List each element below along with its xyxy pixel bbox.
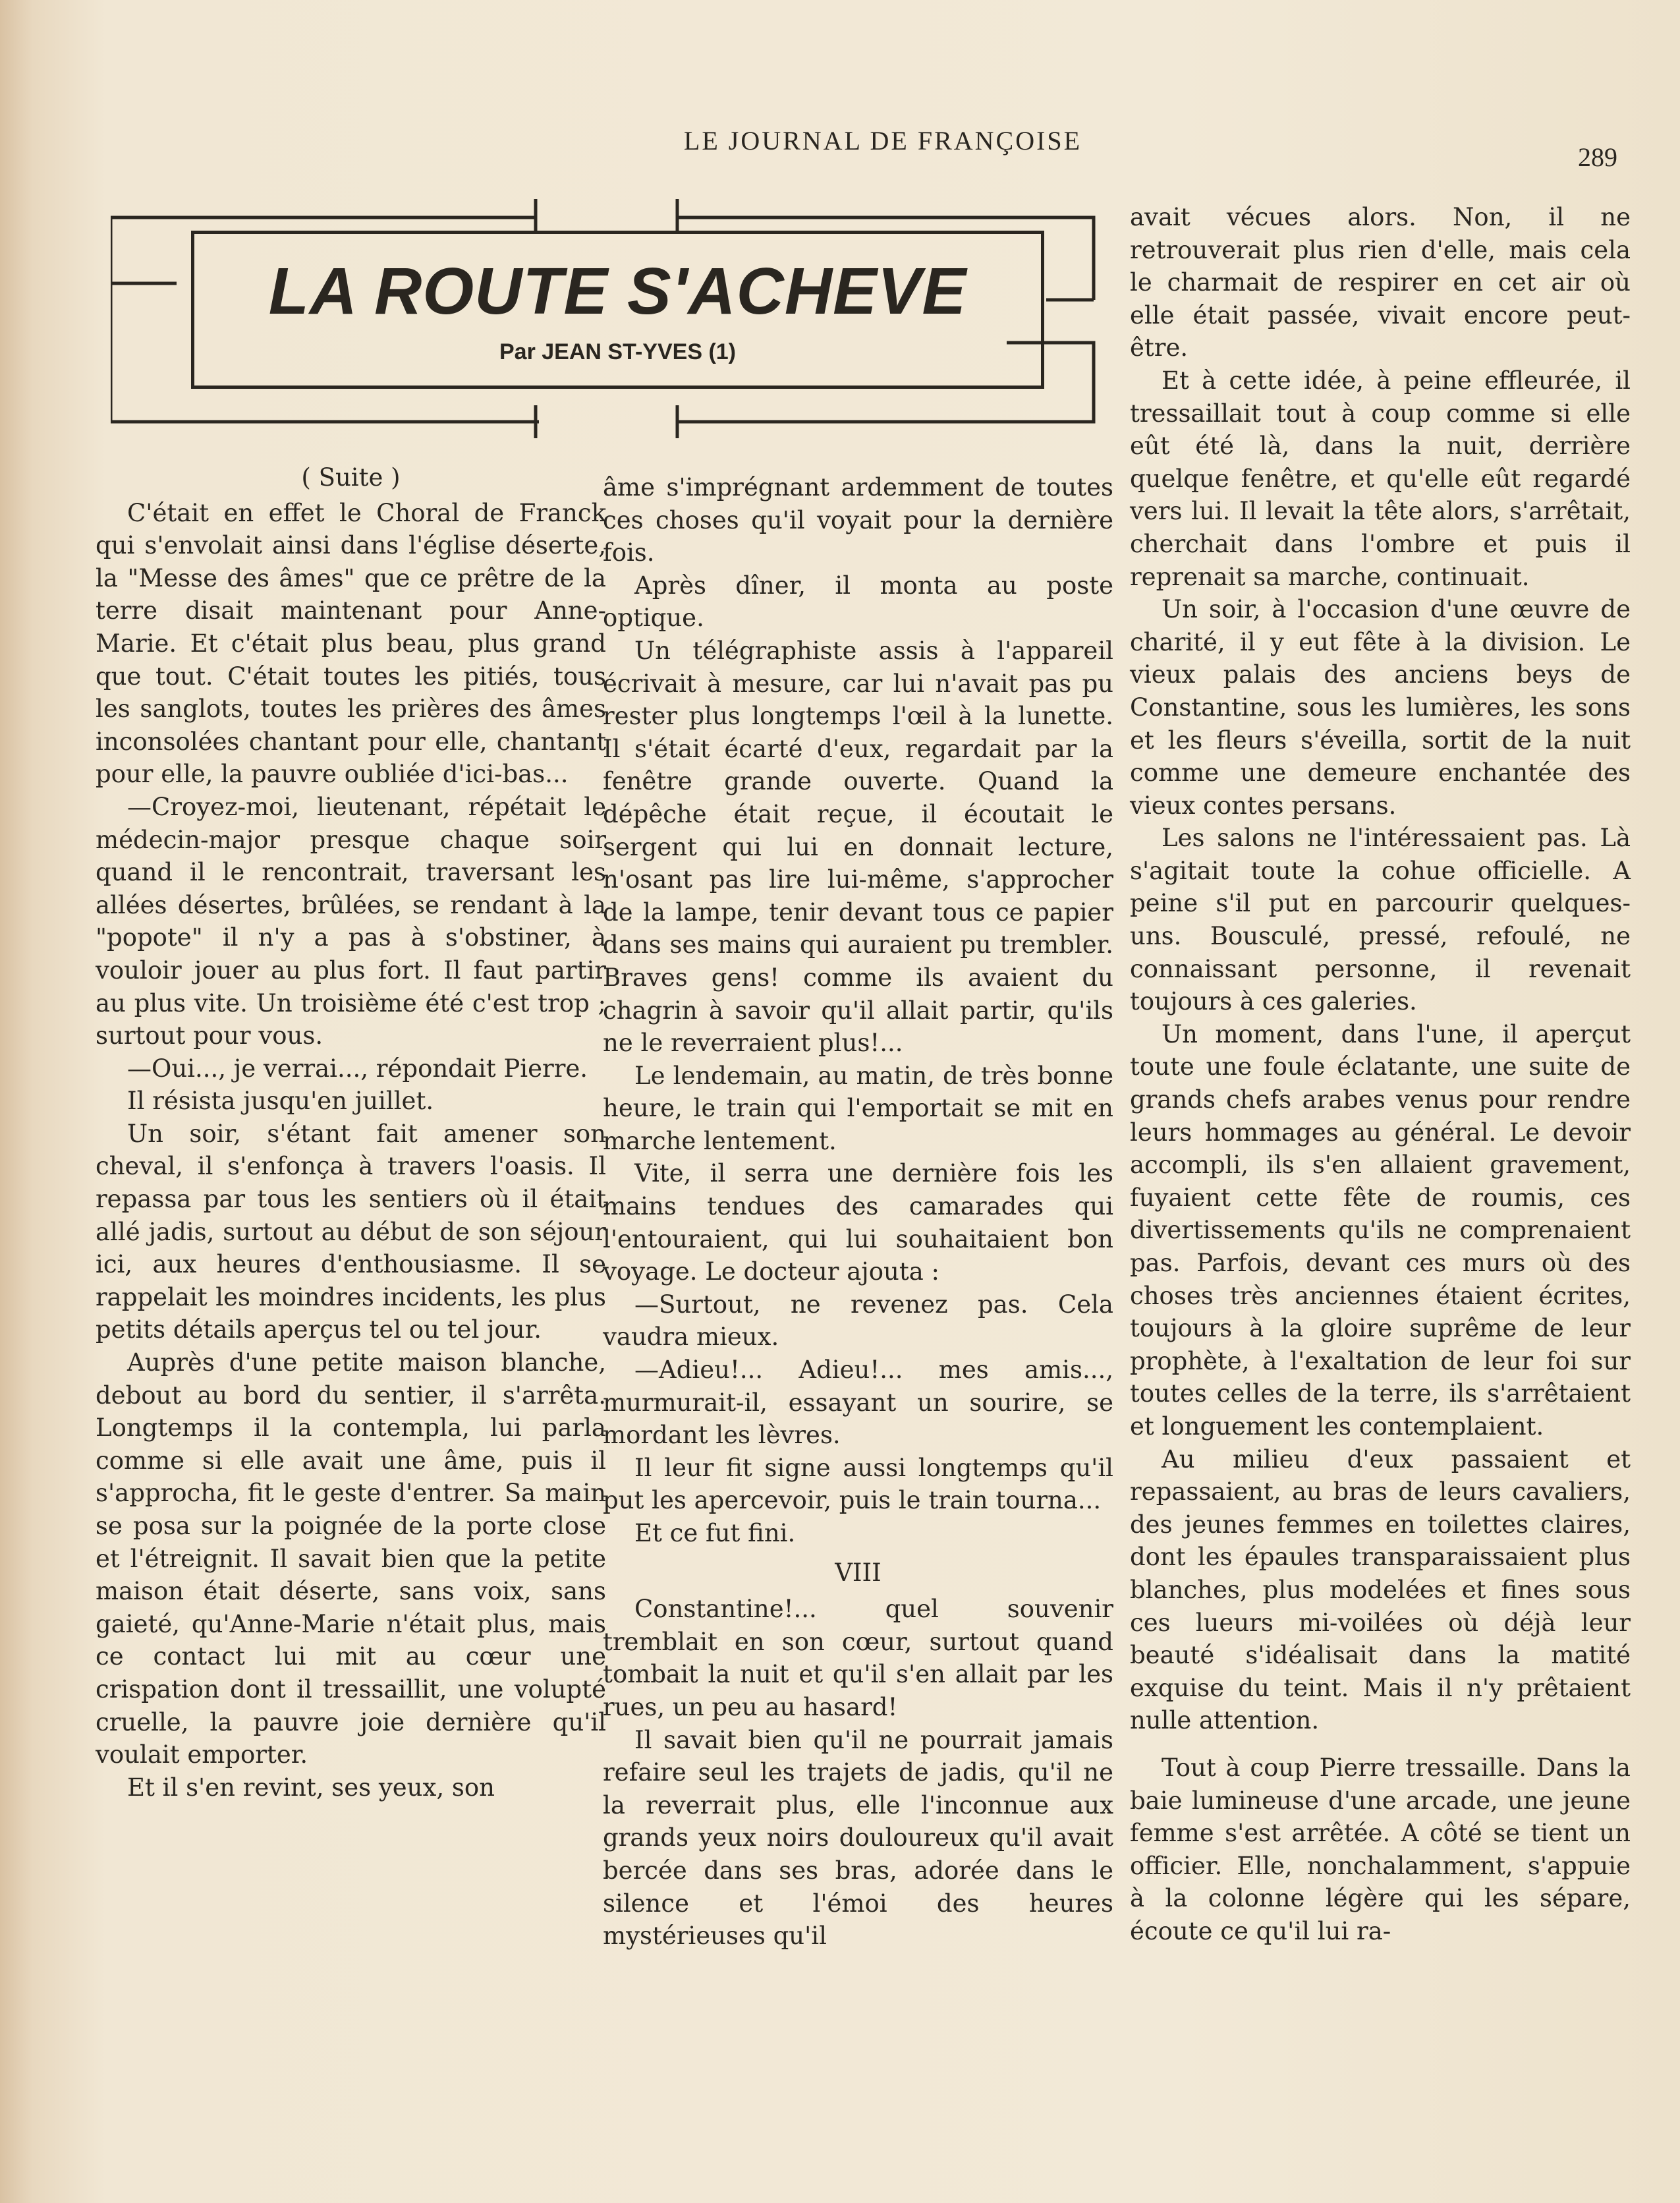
- column-2: [603, 471, 1113, 1953]
- paragraph: Les salons ne l'intéressaient pas. Là s'agitait toute la cohue officielle. A peine s'il put en parcourir quelques-uns. Bousculé, pressé, refoulé, ne connaissant personne, il revenait toujours à ces galeries.: [1130, 824, 1631, 1016]
- paragraph: Et il s'en revint, ses yeux, son: [127, 1773, 495, 1802]
- paragraph: —Adieu!... Adieu!... mes amis..., murmurait-il, essayant un sourire, se mordant les lèvres.: [603, 1356, 1113, 1450]
- title-box: [191, 231, 1044, 389]
- article-byline: Par JEAN ST-YVES (1): [499, 339, 736, 364]
- paragraph: Auprès d'une petite maison blanche, debout au bord du sentier, il s'arrêta. Longtemps il la contempla, lui parla comme si elle avait une âme, puis il s'approcha, fit le geste d'entrer. Sa main se posa sur la poignée de la porte close et l'étreignit. Il savait bien que la petite maison était déserte, sans voix, sans gaieté, qu'Anne-Marie n'était plus, mais ce contact lui mit au cœur une crispation dont il tressaillit, une volupté cruelle, la pauvre joie dernière qu'il voulait emporter.: [96, 1348, 606, 1769]
- paragraph: Un télégraphiste assis à l'appareil écrivait à mesure, car lui n'avait pas pu rester plus longtemps l'œil à la lunette. Il s'était écarté d'eux, regardait par la fenêtre grande ouverte. Quand la dépêche était reçue, il écoutait le sergent qui lui en donnait lecture, n'osant pas lire lui-même, s'approcher de la lampe, tenir devant tous ce papier dans ses mains qui auraient pu trembler. Braves gens! comme ils avaient du chagrin à savoir qu'il allait partir, qu'ils ne le reverraient plus!...: [603, 636, 1113, 1058]
- paragraph: —Croyez-moi, lieutenant, répétait le médecin-major presque chaque soir quand il le rencontrait, traversant les allées désertes, brûlées, se rendant à la "popote" il n'y a pas à s'obstiner, à vouloir jouer au plus fort. Il faut partir au plus vite. Un troisième été c'est trop ; surtout pour vous.: [96, 792, 606, 1050]
- paragraph: Constantine!... quel souvenir tremblait en son cœur, surtout quand tombait la nuit et qu'il s'en allait par les rues, un peu au hasard!: [603, 1595, 1113, 1721]
- paragraph: —Oui..., je verrai..., répondait Pierre.: [127, 1054, 588, 1083]
- paragraph: Vite, il serra une dernière fois les mains tendues des camarades qui l'entouraient, qui lui souhaitaient bon voyage. Le docteur ajouta :: [603, 1159, 1113, 1286]
- paragraph: Après dîner, il monta au poste optique.: [603, 571, 1113, 633]
- paragraph: Tout à coup Pierre tressaille. Dans la baie lumineuse d'une arcade, une jeune femme s'est arrêtée. A côté se tient un officier. Elle, nonchalamment, s'appuie à la colonne légère qui les sépare, écoute ce qu'il lui ra-: [1130, 1753, 1631, 1945]
- paragraph: Au milieu d'eux passaient et repassaient, au bras de leurs cavaliers, des jeunes femmes en toilettes claires, dont les épaules transparaissaient plus blanches, plus modelées et fines sous ces lueurs mi-voilées où déjà leur beauté s'idéalisait dans la matité exquise du teint. Mais il n'y prêtaient nulle attention.: [1130, 1445, 1631, 1735]
- paragraph: Il leur fit signe aussi longtemps qu'il put les apercevoir, puis le train tourna...: [603, 1453, 1113, 1515]
- paragraph: Un soir, à l'occasion d'une œuvre de charité, il y eut fête à la division. Le vieux palais des anciens beys de Constantine, sous les lumières, les sons et les fleurs s'éveilla, sortit de la nuit comme une demeure enchantée des vieux contes persans.: [1130, 595, 1631, 820]
- paragraph: C'était en effet le Choral de Franck qui s'envolait ainsi dans l'église déserte, la "Messe des âmes" que ce prêtre de la terre disait maintenant pour Anne-Marie. Et c'était plus beau, plus grand que tout. C'était toutes les pitiés, tous les sanglots, toutes les prières des âmes inconsolées chantant pour elle, chantant pour elle, la pauvre oubliée d'ici-bas...: [96, 498, 606, 789]
- paragraph: Il savait bien qu'il ne pourrait jamais refaire seul les trajets de jadis, qu'il ne la reverrait plus, elle l'inconnue aux grands yeux noirs douloureux qu'il avait bercée dans ses bras, adorée dans le silence et l'émoi des heures mystérieuses qu'il: [603, 1725, 1113, 1951]
- section-number: VIII: [835, 1558, 882, 1587]
- paragraph: —Surtout, ne revenez pas. Cela vaudra mieux.: [603, 1290, 1113, 1352]
- running-head: LE JOURNAL DE FRANÇOISE: [683, 126, 1082, 156]
- paragraph: avait vécues alors. Non, il ne retrouverait plus rien d'elle, mais cela le charmait de respirer en cet air où elle était passée, vivait encore peut-être.: [1130, 203, 1631, 362]
- paragraph: Le lendemain, au matin, de très bonne heure, le train qui l'emportait se mit en marche lentement.: [603, 1061, 1113, 1155]
- paragraph: Il résista jusqu'en juillet.: [127, 1087, 434, 1116]
- page-number: 289: [1578, 142, 1617, 172]
- paragraph: Et ce fut fini.: [634, 1519, 796, 1547]
- paragraph: Et à cette idée, à peine effleurée, il tressaillait tout à coup comme si elle eût été là, dans la nuit, derrière quelque fenêtre, et qu'elle eût regardé vers lui. Il levait la tête alors, s'arrêtait, cherchait dans l'ombre et puis il reprenait sa marche, continuait.: [1130, 366, 1631, 591]
- suite-label: ( Suite ): [301, 463, 401, 492]
- column-1: [96, 461, 606, 1804]
- paragraph: âme s'imprégnant ardemment de toutes ces choses qu'il voyait pour la dernière fois.: [603, 473, 1113, 567]
- paragraph: Un moment, dans l'une, il aperçut toute une foule éclatante, une suite de grands chefs arabes venus pour rendre leurs hommages au général. Le devoir accompli, ils s'en allaient gravement, fuyaient cette fête de roumis, ces divertissements qu'ils ne comprenaient pas. Parfois, devant ces murs où des choses très anciennes étaient écrites, toujours à la gloire suprême de leur prophète, à l'exaltation de leur foi sur toutes celles de la terre, ils s'arrêtaient et longuement les contemplaient.: [1130, 1019, 1631, 1441]
- paragraph: Un soir, s'étant fait amener son cheval, il s'enfonça à travers l'oasis. Il repassa par tous les sentiers où il était allé jadis, surtout au début de son séjour ici, aux heures d'enthousiasme. Il se rappelait les moindres incidents, les plus petits détails aperçus tel ou tel jour.: [96, 1119, 606, 1344]
- article-title: LA ROUTE S'ACHEVE: [268, 254, 967, 328]
- column-3: [1130, 201, 1631, 1947]
